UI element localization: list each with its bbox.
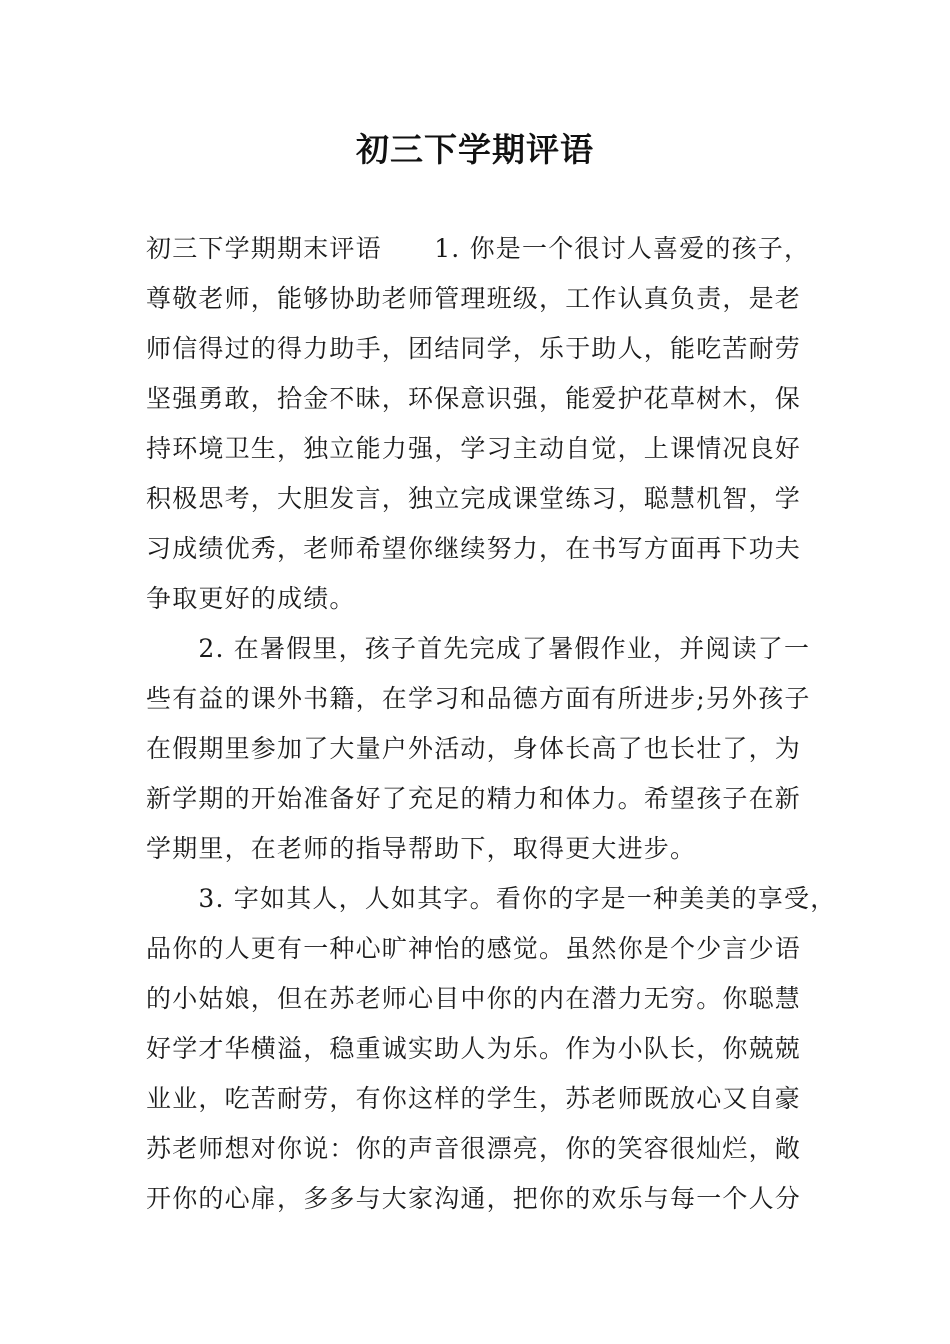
text-line: 2. 在暑假里，孩子首先完成了暑假作业，并阅读了一 bbox=[146, 634, 811, 663]
text-line: 的小姑娘，但在苏老师心目中你的内在潜力无穷。你聪慧 bbox=[146, 984, 802, 1013]
text-line: 持环境卫生，独立能力强，学习主动自觉，上课情况良好 bbox=[146, 434, 802, 463]
text-line: 初三下学期期末评语 1. 你是一个很讨人喜爱的孩子， bbox=[146, 234, 811, 263]
text-line: 积极思考，大胆发言，独立完成课堂练习，聪慧机智，学 bbox=[146, 484, 802, 513]
text-line: 些有益的课外书籍，在学习和品德方面有所进步;另外孩子 bbox=[146, 684, 811, 713]
document-title: 初三下学期评语 bbox=[356, 130, 594, 169]
text-line: 在假期里参加了大量户外活动，身体长高了也长壮了，为 bbox=[146, 734, 802, 763]
text-line: 苏老师想对你说：你的声音很漂亮，你的笑容很灿烂，敞 bbox=[146, 1134, 802, 1163]
text-line: 业业，吃苦耐劳，有你这样的学生，苏老师既放心又自豪 bbox=[146, 1084, 802, 1113]
text-line: 争取更好的成绩。 bbox=[146, 584, 356, 613]
text-line: 尊敬老师，能够协助老师管理班级，工作认真负责，是老 bbox=[146, 284, 802, 313]
text-line: 新学期的开始准备好了充足的精力和体力。希望孩子在新 bbox=[146, 784, 802, 813]
text-line: 师信得过的得力助手，团结同学，乐于助人，能吃苦耐劳 bbox=[146, 334, 802, 363]
text-line: 学期里，在老师的指导帮助下，取得更大进步。 bbox=[146, 834, 697, 863]
text-line: 坚强勇敢，拾金不昧，环保意识强，能爱护花草树木，保 bbox=[146, 384, 802, 413]
text-line: 品你的人更有一种心旷神怡的感觉。虽然你是个少言少语 bbox=[146, 934, 802, 963]
text-line: 习成绩优秀，老师希望你继续努力，在书写方面再下功夫 bbox=[146, 534, 802, 563]
text-line: 3. 字如其人，人如其字。看你的字是一种美美的享受， bbox=[146, 884, 837, 913]
text-line: 好学才华横溢，稳重诚实助人为乐。作为小队长，你兢兢 bbox=[146, 1034, 802, 1063]
text-line: 开你的心扉，多多与大家沟通，把你的欢乐与每一个人分 bbox=[146, 1184, 802, 1213]
